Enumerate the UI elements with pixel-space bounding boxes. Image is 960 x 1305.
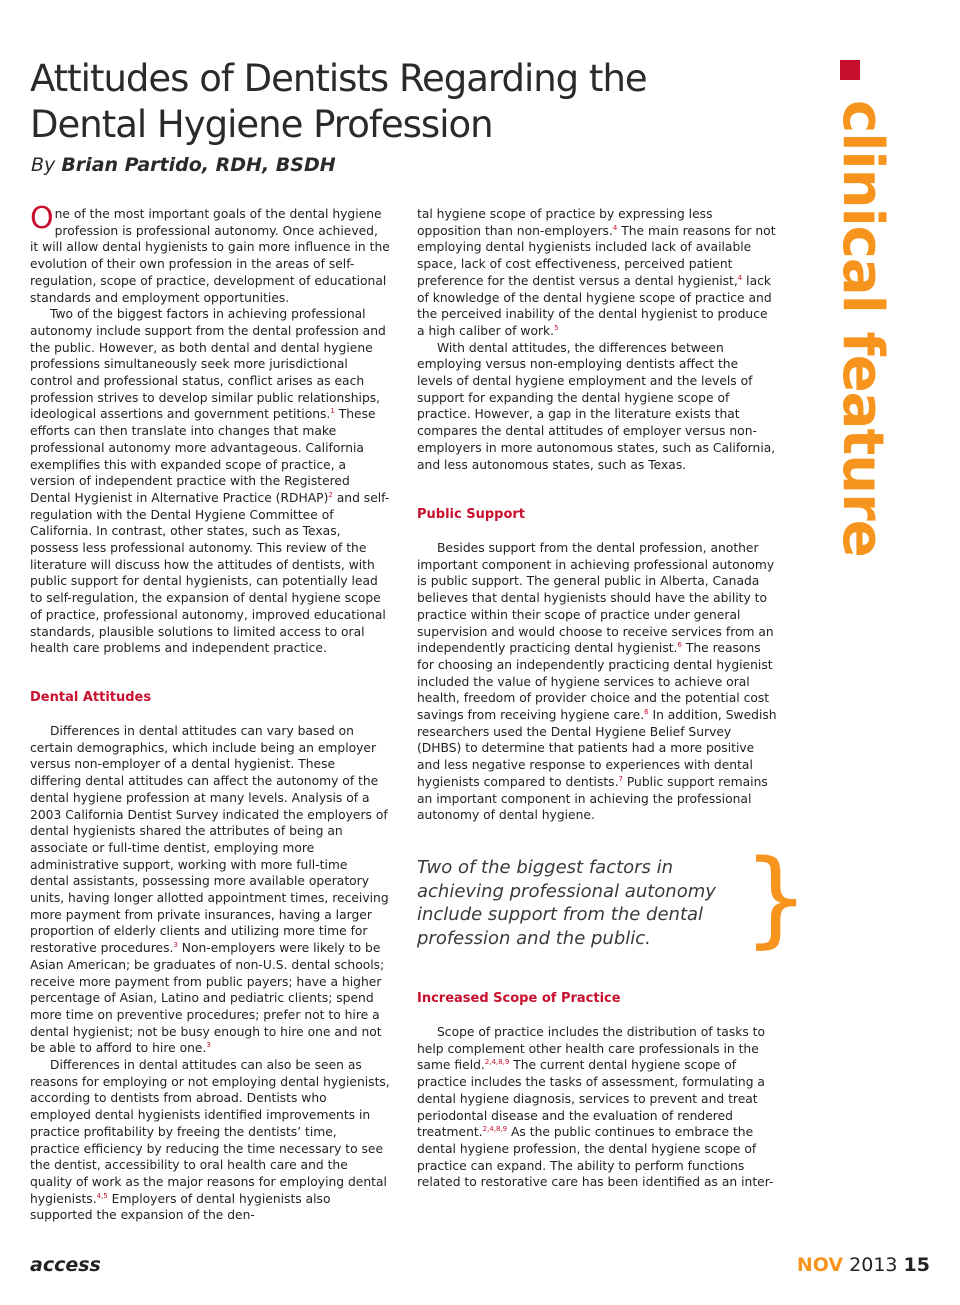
paragraph: tal hygiene scope of practice by expressing less opposition than non-employers.$^4$ The main reasons for not employing dental hygienists included lack of available space, lack of cost effectiveness, perceived patient preference for the dentist versus a dental hygienist,$^4$ lack of knowledge of the dental hygiene scope of practice and the perceived inability of the dental hygienist to produce a high caliber of work.$^5$ — [417, 207, 776, 338]
reference-mark: 4 — [737, 273, 743, 282]
reference-mark: 7 — [618, 774, 623, 783]
section-heading-dental-attitudes: Dental Attitudes — [30, 690, 152, 705]
issue-month: NOV — [796, 1254, 844, 1276]
reference-mark: 3 — [206, 1041, 211, 1050]
paragraph: Scope of practice includes the distribution of tasks to help complement other health care professionals in the same field.$^{2,4,8,9}$ The current dental hygiene scope of practice includes the tasks of assessment, formulating a dental hygiene diagnosis, services to prevent and treat periodontal disease and the evaluation of rendered treatment.$^{2,4,8,9}$ As the public continues to embrace the dental hygiene profession, the dental hygiene scope of practice can expand. The ability to perform functions related to restorative care has been identified as an inter- — [417, 1025, 774, 1190]
paragraph: Besides support from the dental profession, another important component in achieving professional autonomy is public support. The general public in Alberta, Canada believes that dental hygienists should have the ability to practice within their scope of practice under general supervision and would choose to receive services from an independently practicing dental hygienist.$^6$ The reasons for choosing an independently practicing dental hygienist included the value of hygiene services to achieve oral health, freedom of provider choice and the potential cost savings from receiving hygiene care.$^6$ In addition, Swedish researchers used the Dental Hygiene Belief Survey (DHBS) to determine that patients had a more positive and less negative response to experiences with dental hygienists compared to dentists.$^7$ Public support remains an important component in achieving the professional autonomy of dental hygiene. — [417, 541, 777, 823]
column-right — [417, 206, 777, 473]
pull-quote-brace: } — [743, 837, 810, 959]
column-left — [30, 201, 390, 657]
author-name: Brian Partido, RDH, BSDH — [61, 154, 336, 176]
section-heading-public-support: Public Support — [417, 507, 526, 522]
reference-mark: 2 — [328, 490, 333, 499]
paragraph-intro: One of the most important goals of the dental hygiene profession is professional autonomy. Once achieved, it will allow dental hygienists to gain more influence in the evolution of their own profession in the areas of self-regulation, scope of practice, development of educational standards and employment opportunities. — [30, 201, 390, 305]
reference-mark: 6 — [677, 641, 682, 650]
reference-mark: 4 — [612, 223, 618, 232]
column-right-scope — [417, 1024, 777, 1191]
reference-mark: 2,4,8,9 — [482, 1125, 508, 1134]
reference-mark: 4,5 — [96, 1191, 108, 1200]
paragraph: Differences in dental attitudes can vary based on certain demographics, which include being an employer versus non-employer of a dental hygienist. These differing dental attitudes can affect the autonomy of the dental hygiene profession at many levels. Analysis of a 2003 California Dentist Survey indicated the employers of dental hygienists shared the attributes of being an associate or full-time dentist, employing more administrative support, working with more full-time dental assistants, possessing more available operatory units, having longer allotted appointment times, receiving more payment from private insurances, having a larger proportion of elderly clients and utilizing more time for restorative procedures.$^3$ Non-employers were likely to be Asian American; be graduates of non-U.S. dental schools; receive more payment from public payers; have a higher percentage of Asian, Latino and pediatric clients; spend more time on preventive procedures; prefer not to hire a dental hygienist; not be busy enough to hire one and not be able to afford to hire one.$^3$ — [30, 724, 389, 1056]
column-left-continued — [30, 723, 390, 1224]
drop-cap: O — [30, 201, 54, 236]
issue-year: 2013 — [849, 1254, 898, 1276]
byline — [31, 154, 336, 176]
byline-prefix: By — [31, 154, 62, 176]
column-right-public-support — [417, 540, 777, 824]
magazine-name: access — [30, 1254, 101, 1276]
page-footer — [797, 1254, 930, 1276]
reference-mark: 5 — [554, 323, 559, 332]
reference-mark: 1 — [330, 407, 335, 416]
pull-quote: Two of the biggest factors in achieving professional autonomy include support from the dental profession and the public. — [417, 857, 716, 949]
article-title: Attitudes of Dentists Regarding the Dental Hygiene Profession — [30, 57, 647, 146]
reference-mark: 3 — [173, 941, 178, 950]
paragraph: Differences in dental attitudes can also be seen as reasons for employing or not employing dental hygienists, according to dentists from abroad. Dentists who employed dental hygienists identified improvements in practice profitability by freeing the dentists’ time, practice efficiency by reducing the time necessary to see the dentist, accessibility to oral health care and the quality of work as the major reasons for employing dental hygienists.$^{4,5}$ Employers of dental hygienists also supported the expansion of the den- — [30, 1058, 390, 1223]
reference-mark: 6 — [644, 707, 649, 716]
reference-mark: 2,4,8,9 — [484, 1058, 510, 1067]
paragraph: With dental attitudes, the differences between employing versus non-employing dentists affect the levels of dental hygiene employment and the levels of support for expanding the dental hygiene scope of practice. However, a gap in the literature exists that compares the dental attitudes of employer versus non-employers in more autonomous states, such as California, and less autonomous states, such as Texas. — [417, 340, 776, 472]
section-tab: clinical feature — [830, 100, 895, 557]
page-number: 15 — [903, 1254, 930, 1276]
section-marker — [840, 60, 860, 80]
paragraph: Two of the biggest factors in achieving professional autonomy include support from the dental profession and the public. However, as both dental and dental hygiene professions simultaneously seek more jurisdictional control and professional status, conflict arises as each profession strives to develop similar public relationships, ideological assertions and government petitions.$^1$ These efforts can then translate into changes that make professional autonomy more advantageous. California exemplifies this with expanded scope of practice, a version of independent practice with the Registered Dental Hygienist in Alternative Practice (RDHAP)$^2$ and self-regulation with the Dental Hygiene Committee of California. In contrast, other states, such as Texas, possess less professional autonomy. This review of the literature will discuss how the attitudes of dentists, with public support for dental hygienists, can potentially lead to self-regulation, the expansion of dental hygiene scope of practice, professional autonomy, improved educational standards, plausible solutions to limited access to oral health care problems and independent practice. — [30, 307, 390, 656]
section-heading-scope-of-practice: Increased Scope of Practice — [417, 991, 621, 1006]
